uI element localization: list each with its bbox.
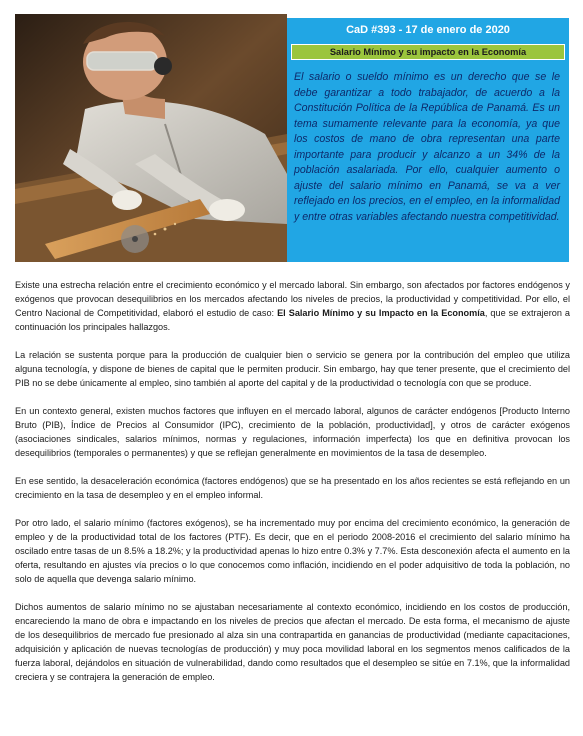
topic-banner: Salario Mínimo y su impacto en la Economía [291, 44, 565, 60]
paragraph-1 [15, 278, 570, 334]
carpenter-photo [15, 14, 287, 262]
paragraph-4: En ese sentido, la desaceleración económica (factores endógenos) que se ha presentado en los años recientes se está reflejando en un crecimiento en la tasa de desempleo y en el empleo informal. [15, 476, 570, 500]
paragraph-6: Dichos aumentos de salario mínimo no se ajustaban necesariamente al contexto económico, incidiendo en los costos de producción, encareciendo la mano de obra e impactando en los niveles de precios que afectan el mercado. De esta forma, el mecanismo de ajuste de los desequilibrios de mercado fue presionado al alza sin una contrapartida en ganancias de productividad (mediante capacitaciones, adquisición y aplicación de nuevas tecnologías de producción) y muy poca movilidad laboral en los segmentos menos calificados de la fuerza laboral, dejándolos en situación de vulnerabilidad, dando como resultados que el desempleo se sitúe en 7.1%, que la informalidad creciera y se contrajera la generación de empleo. [15, 602, 570, 682]
summary-box [287, 18, 569, 262]
intro-paragraph: El salario o sueldo mínimo es un derecho que se le debe garantizar a todo trabajador, de acuerdo a la Constitución Política de la República de Panamá. Es un tema sumamente relevante para la economía, ya que los costos de mano de obra representan una parte importante para producir y alcanzo a un 34% de la población asalariada. Por ello, cualquier aumento o ajuste del salario mínimo en Panamá, se va a ver reflejado en los precios, en el empleo, en la informalidad y entre otras variables afectando nuestra competitividad. [294, 71, 560, 223]
paragraph-3: En un contexto general, existen muchos factores que influyen en el mercado laboral, algunos de carácter endógenos [Producto Interno Bruto (PIB), Índice de Precios al Consumidor (IPC), crecimiento de la población, productividad], y otros de carácter exógenos (asociaciones sindicales, salarios mínimos, normas y regulaciones, información imperfecta) los que en definitiva provocan los desequilibrios (temporales o permanentes) y que se reflejan generalmente en movimientos de la tasa de desempleo. [15, 406, 570, 458]
paragraph-1-text: Existe una estrecha relación entre el crecimiento económico y el mercado laboral. Sin embargo, son afectados por factores endógenos y exógenos que provocan desequilibrios en los mercados afectando los niveles de precios, la productividad y competitividad. Por ello, el Centro Nacional de Competitividad, elaboró el estudio de caso: [15, 280, 570, 318]
carpenter-illustration [15, 14, 287, 262]
paragraph-2: La relación se sustenta porque para la producción de cualquier bien o servicio se genera por la contribución del empleo que utiliza alguna tecnología, y dispone de bienes de capital que le permiten producir. Sin embargo, hay que tener presente, que el crecimiento del PIB no se debe únicamente al empleo, sino también al aporte del capital y de la productividad o tecnología con que se produce. [15, 350, 570, 388]
paragraph-5: Por otro lado, el salario mínimo (factores exógenos), se ha incrementado muy por encima del crecimiento económico, la generación de empleo y de la productividad total de los factores (PTF). Es decir, que en el periodo 2008-2016 el crecimiento del salario mínimo ha oscilado entre tasas de un 8.5% a 18.2%; y la productividad apenas lo hizo entre 0.3% y 7.7%. Esta desconexión afecta el aumento en la oferta, resultando en ajustes vía precios o lo que conocemos como inflación, incidiendo en el poder adquisitivo de toda la población, no solo de aquella que devenga salario mínimo. [15, 518, 570, 584]
issue-title: CaD #393 - 17 de enero de 2020 [346, 24, 510, 36]
study-title: El Salario Mínimo y su Impacto en la Economía [277, 308, 485, 318]
header-section [0, 0, 583, 262]
paragraph-1-end: , que se extrajeron a continuación los principales hallazgos. [15, 308, 571, 332]
article-body [15, 278, 570, 698]
